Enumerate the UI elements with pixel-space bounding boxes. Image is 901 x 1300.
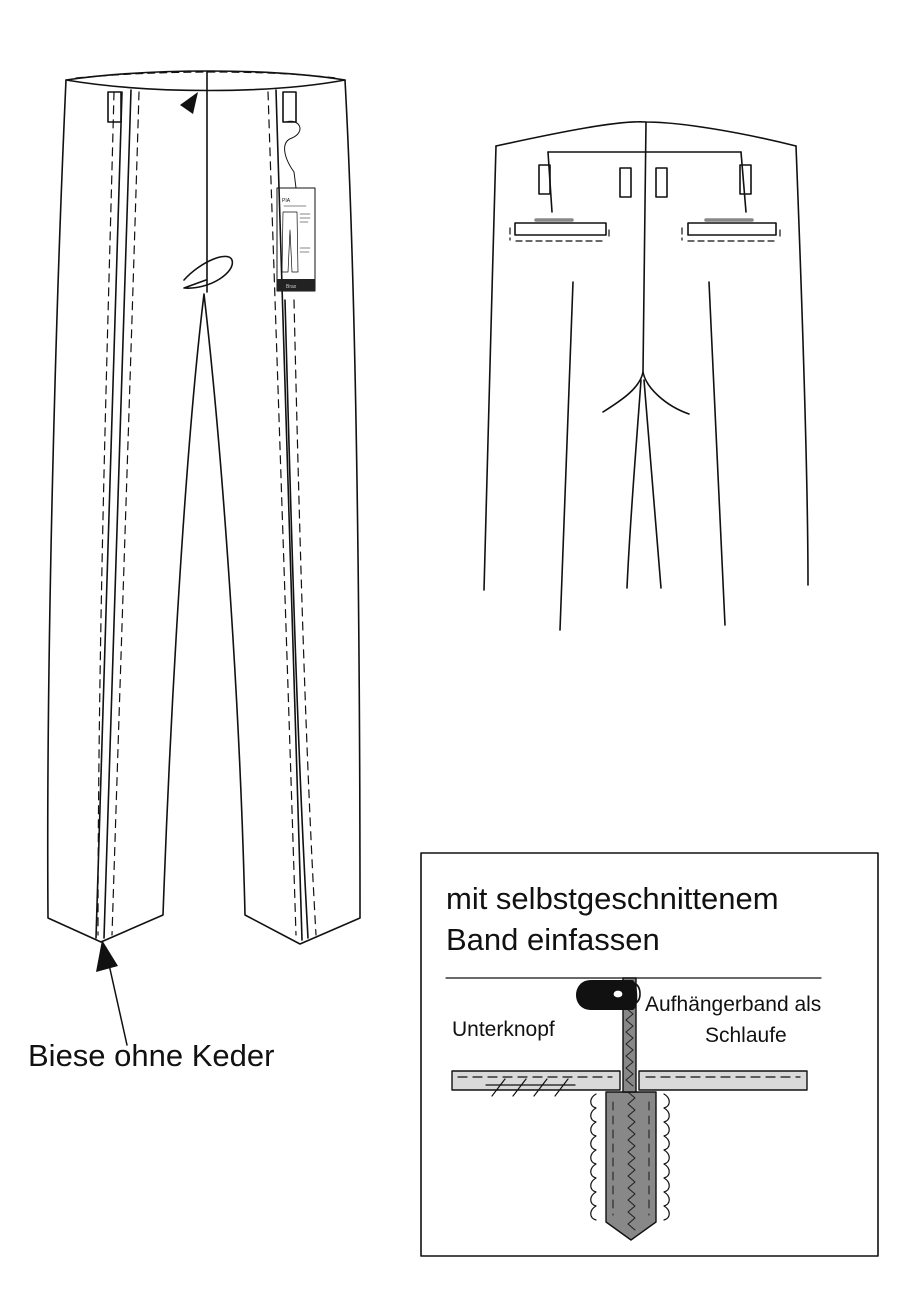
back-trouser-view [484,122,808,630]
back-center-seam [643,122,646,372]
back-belt-loop-2 [620,168,631,197]
front-trouser-view [48,71,360,1045]
hangtag-brand: PIA [282,198,291,204]
binding-scallop-left [591,1094,596,1220]
back-belt-loop-1 [539,165,550,194]
front-belt-loop-left [108,92,121,122]
front-belt-loop-right [283,92,296,122]
front-waistband [66,71,345,91]
front-callout-label: Biese ohne Keder [28,1038,275,1073]
front-button-detail [184,256,232,288]
front-pleat-right-dashed [268,92,316,935]
back-crease-left [560,282,573,630]
back-belt-loop-3 [656,168,667,197]
back-inseam-left [627,380,641,588]
detail-label-loop-line2: Schlaufe [705,1024,787,1047]
callout-arrow-head [96,940,118,972]
front-waistband-stitch [76,72,336,78]
detail-title-line1: mit selbstgeschnittenem [446,881,779,916]
detail-label-loop-line1: Aufhängerband als [645,993,822,1016]
binding-scallop-right [664,1094,669,1220]
front-outline [48,80,360,944]
hangtag-string [285,121,300,188]
detail-title-line2: Band einfassen [446,922,660,957]
back-pocket-right [688,223,776,235]
button-shank [613,990,623,998]
back-crease-right [709,282,725,625]
fabric-layer-left [452,1071,620,1090]
back-yoke-lines [548,152,746,212]
back-inseam-right [644,380,661,588]
callout-arrow-line [108,960,127,1045]
hangtag-mini-trouser [282,212,298,272]
front-notch-marker [180,92,198,114]
detail-label-under-button: Unterknopf [452,1018,555,1041]
fabric-layer-right [639,1071,807,1090]
back-outline [484,146,808,590]
hangtag-footer-text: Brax [286,284,297,290]
back-pocket-left [515,223,606,235]
under-button [576,980,640,1010]
